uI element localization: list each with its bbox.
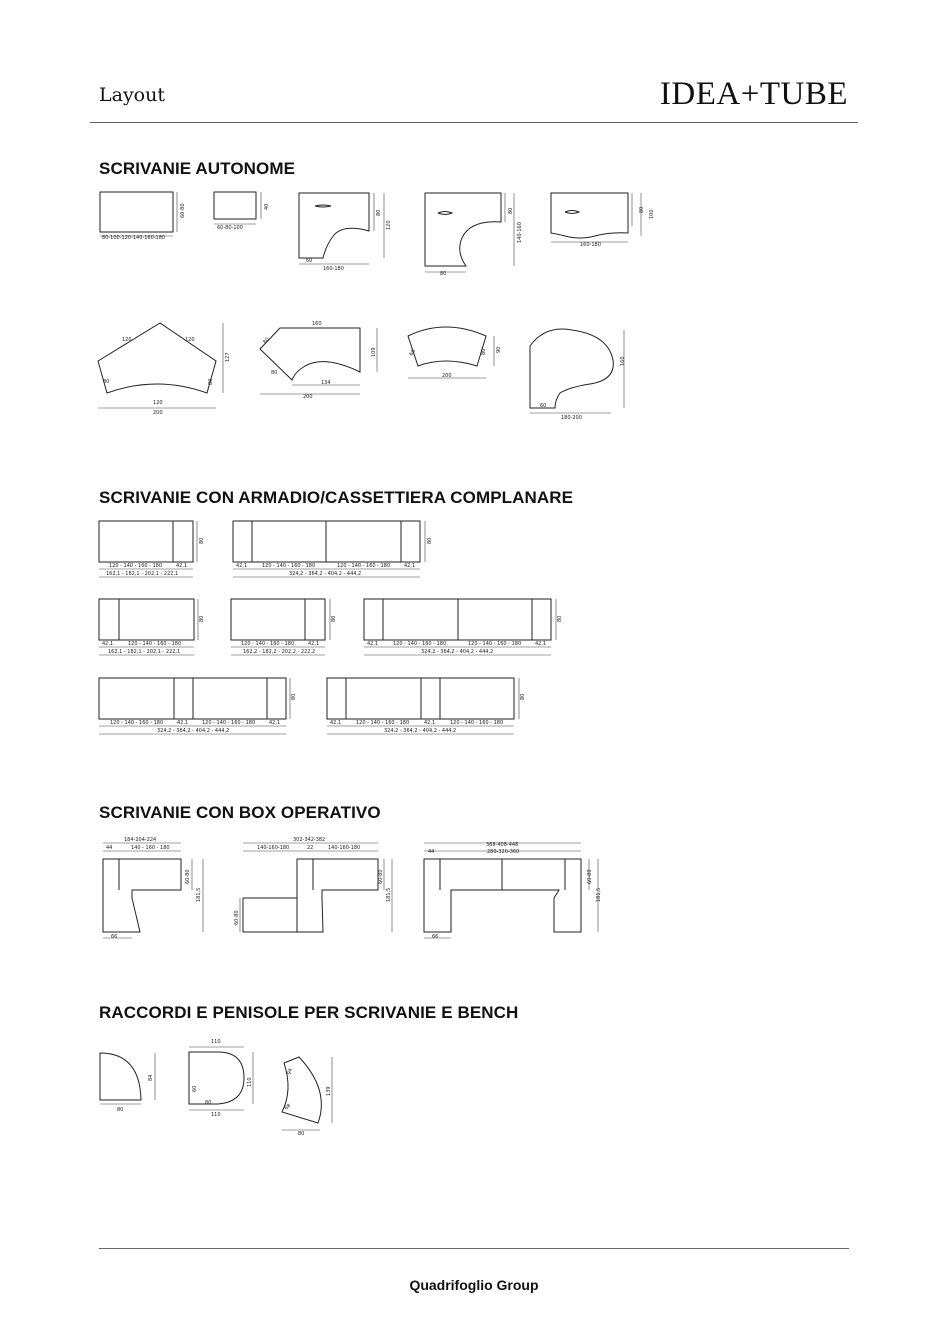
- dim-label: 120 - 140 - 160 - 180: [241, 641, 295, 647]
- box-operativo-single-drawing: [103, 837, 203, 940]
- dim-label: 127: [225, 352, 231, 362]
- dim-label: 42,1: [176, 563, 188, 569]
- dim-label: 120 - 140 - 160 - 180: [356, 720, 410, 726]
- dim-label: 120 - 140 - 160 - 180: [337, 563, 391, 569]
- dim-label: 42,1: [535, 641, 547, 647]
- dim-label: 162,1 - 182,1 - 202,1 - 222,1: [108, 649, 181, 655]
- dim-label: 80: [205, 1100, 212, 1106]
- dim-label: 139: [326, 1086, 332, 1096]
- brand-logo: IDEA+TUBE: [659, 76, 848, 112]
- dim-label: 80: [376, 209, 382, 216]
- dim-label: 302-342-382: [293, 837, 326, 843]
- dim-label: 110: [211, 1112, 221, 1118]
- dim-label: 134: [321, 380, 331, 386]
- dim-label: 120 - 140 - 160 - 180: [109, 563, 163, 569]
- desk-double-cabinet-b-drawing: [364, 599, 563, 655]
- dim-label: 120 - 140 - 160 - 180: [393, 641, 447, 647]
- dim-label: 42,1: [236, 563, 248, 569]
- dim-label: 60-80: [378, 869, 384, 884]
- dim-label: 324,2 - 364,2 - 404,2 - 444,2: [384, 728, 457, 734]
- section-title-scrivanie-autonome: SCRIVANIE AUTONOME: [99, 159, 296, 178]
- dim-label: 80: [199, 537, 205, 544]
- desk-cabinet-right-drawing: [99, 521, 205, 577]
- desk-small-drawing: [214, 192, 270, 231]
- dim-label: 110: [211, 1039, 221, 1045]
- dim-label: 140-160: [517, 222, 523, 243]
- dim-label: 80: [508, 207, 514, 214]
- dim-label: 80: [639, 206, 645, 213]
- section-title-scrivanie-armadio: SCRIVANIE CON ARMADIO/CASSETTIERA COMPLANARE: [99, 488, 574, 507]
- dim-label: 60: [306, 258, 313, 264]
- dim-label: 160: [620, 356, 626, 366]
- dim-label: 42,1: [308, 641, 320, 647]
- dim-label: 120 - 140 - 160 - 180: [262, 563, 316, 569]
- desk-double-cabinet-drawing: [233, 521, 433, 577]
- dim-label: 94: [286, 1067, 295, 1076]
- dim-label: 162,1 - 182,1 - 202,1 - 222,1: [106, 571, 179, 577]
- dim-label: 60-80: [587, 869, 593, 884]
- dim-label: 120: [122, 337, 132, 343]
- dim-label: 80: [298, 1131, 305, 1137]
- dim-label: 80: [520, 693, 526, 700]
- dim-label: 184-204-224: [124, 837, 157, 843]
- dim-label: 140-160-180: [328, 845, 361, 851]
- dim-label: 60: [192, 1085, 198, 1092]
- dim-label: 42,1: [102, 641, 114, 647]
- dim-label: 120 - 140 - 160 - 180: [450, 720, 504, 726]
- dim-label: 324,2 - 364,2 - 404,2 - 444,2: [421, 649, 494, 655]
- dim-label: 120 - 140 - 160 - 180: [468, 641, 522, 647]
- dim-label: 280-320-360: [487, 849, 520, 855]
- dim-label: 60-80-100: [217, 225, 243, 231]
- dim-label: 68: [408, 348, 417, 357]
- dim-label: 80: [262, 336, 271, 346]
- dim-label: 42,1: [177, 720, 189, 726]
- dim-label: 60: [540, 403, 547, 409]
- desk-angled-wave-drawing: [260, 321, 377, 400]
- desk-cabinet-right-b-drawing: [231, 599, 337, 655]
- dim-label: 42,1: [330, 720, 342, 726]
- dim-label: 80: [271, 370, 278, 376]
- desk-l-shape-drawing: [299, 193, 392, 272]
- dim-label: 160-180: [323, 266, 344, 272]
- dim-label: 140 - 160 - 180: [131, 845, 170, 851]
- dim-label: 80: [557, 615, 563, 622]
- dim-label: 68: [283, 1102, 293, 1112]
- dim-label: 84: [148, 1074, 154, 1081]
- dim-label: 42,1: [269, 720, 281, 726]
- dim-label: 200: [442, 373, 452, 379]
- dim-label: 324,2 - 364,2 - 404,2 - 444,2: [157, 728, 230, 734]
- dim-label: 181,5: [196, 887, 202, 902]
- dim-label: 80: [481, 348, 487, 355]
- dim-label: 80-100-120-140-160-180: [102, 235, 166, 241]
- desk-wave-front-drawing: [551, 193, 655, 248]
- dim-label: 109: [371, 347, 377, 357]
- dim-label: 324,2 - 364,2 - 404,2 - 444,2: [289, 571, 362, 577]
- dim-label: 80: [291, 693, 297, 700]
- section-title-box-operativo: SCRIVANIE CON BOX OPERATIVO: [99, 803, 381, 822]
- dim-label: 80: [440, 271, 447, 277]
- footer-brand: Quadrifoglio Group: [409, 1277, 539, 1293]
- box-operativo-wide-drawing: [424, 842, 602, 940]
- dim-label: 200: [153, 410, 163, 416]
- dim-label: 120 - 140 - 160 - 180: [202, 720, 256, 726]
- dim-label: 180-200: [561, 415, 582, 421]
- dim-label: 120: [185, 337, 195, 343]
- desk-cabinet-left-drawing: [99, 599, 205, 655]
- page-label: Layout: [99, 84, 165, 106]
- desk-twin-cabinet-a-drawing: [99, 678, 297, 734]
- dim-label: 80: [199, 615, 205, 622]
- dim-label: 160: [312, 321, 322, 327]
- dim-label: 120 - 140 - 160 - 180: [110, 720, 164, 726]
- dim-label: 120 - 140 - 160 - 180: [128, 641, 182, 647]
- dim-label: 60-80: [234, 910, 240, 925]
- section-title-raccordi-penisole: RACCORDI E PENISOLE PER SCRIVANIE E BENCH: [99, 1003, 519, 1022]
- box-operativo-double-drawing: [234, 837, 392, 932]
- round-peninsula-drawing: [189, 1039, 253, 1118]
- fan-connector-drawing: [282, 1057, 332, 1137]
- dim-label: 22: [307, 845, 314, 851]
- desk-organic-drawing: [530, 329, 626, 421]
- dim-label: 40: [264, 203, 270, 210]
- dim-label: 80: [208, 378, 214, 385]
- dim-label: 110: [247, 1077, 253, 1087]
- dim-label: 368-408-448: [486, 842, 519, 848]
- dim-label: 140-160-180: [257, 845, 290, 851]
- dim-label: 162,2 - 182,2 - 202,2 - 222,2: [243, 649, 316, 655]
- dim-label: 66: [111, 934, 118, 940]
- dim-label: 66: [432, 934, 439, 940]
- dim-label: 42,1: [404, 563, 416, 569]
- dim-label: 60-80: [180, 203, 186, 218]
- dim-label: 160-180: [580, 242, 601, 248]
- dim-label: 42,1: [424, 720, 436, 726]
- footer-divider: [99, 1248, 849, 1249]
- desk-rectangular-drawing: [100, 192, 186, 241]
- desk-twin-cabinet-b-drawing: [327, 678, 526, 734]
- desk-pentagon-drawing: [98, 323, 231, 416]
- desk-curved-arc-drawing: [408, 327, 502, 379]
- dim-label: 80: [427, 537, 433, 544]
- corner-connector-drawing: [100, 1053, 155, 1113]
- dim-label: 44: [428, 849, 435, 855]
- dim-label: 181,5: [386, 887, 392, 902]
- dim-label: 42,1: [367, 641, 379, 647]
- dim-label: 120: [386, 220, 392, 230]
- dim-label: 60-80: [185, 869, 191, 884]
- dim-label: 100: [649, 209, 655, 219]
- dim-label: 200: [303, 394, 313, 400]
- dim-label: 90: [496, 346, 502, 353]
- dim-label: 80: [117, 1107, 124, 1113]
- desk-corner-wave-drawing: [425, 193, 523, 277]
- dim-label: 44: [106, 845, 113, 851]
- dim-label: 120: [153, 400, 163, 406]
- dim-label: 181,5: [596, 887, 602, 902]
- dim-label: 80: [331, 615, 337, 622]
- dim-label: 80: [103, 379, 110, 385]
